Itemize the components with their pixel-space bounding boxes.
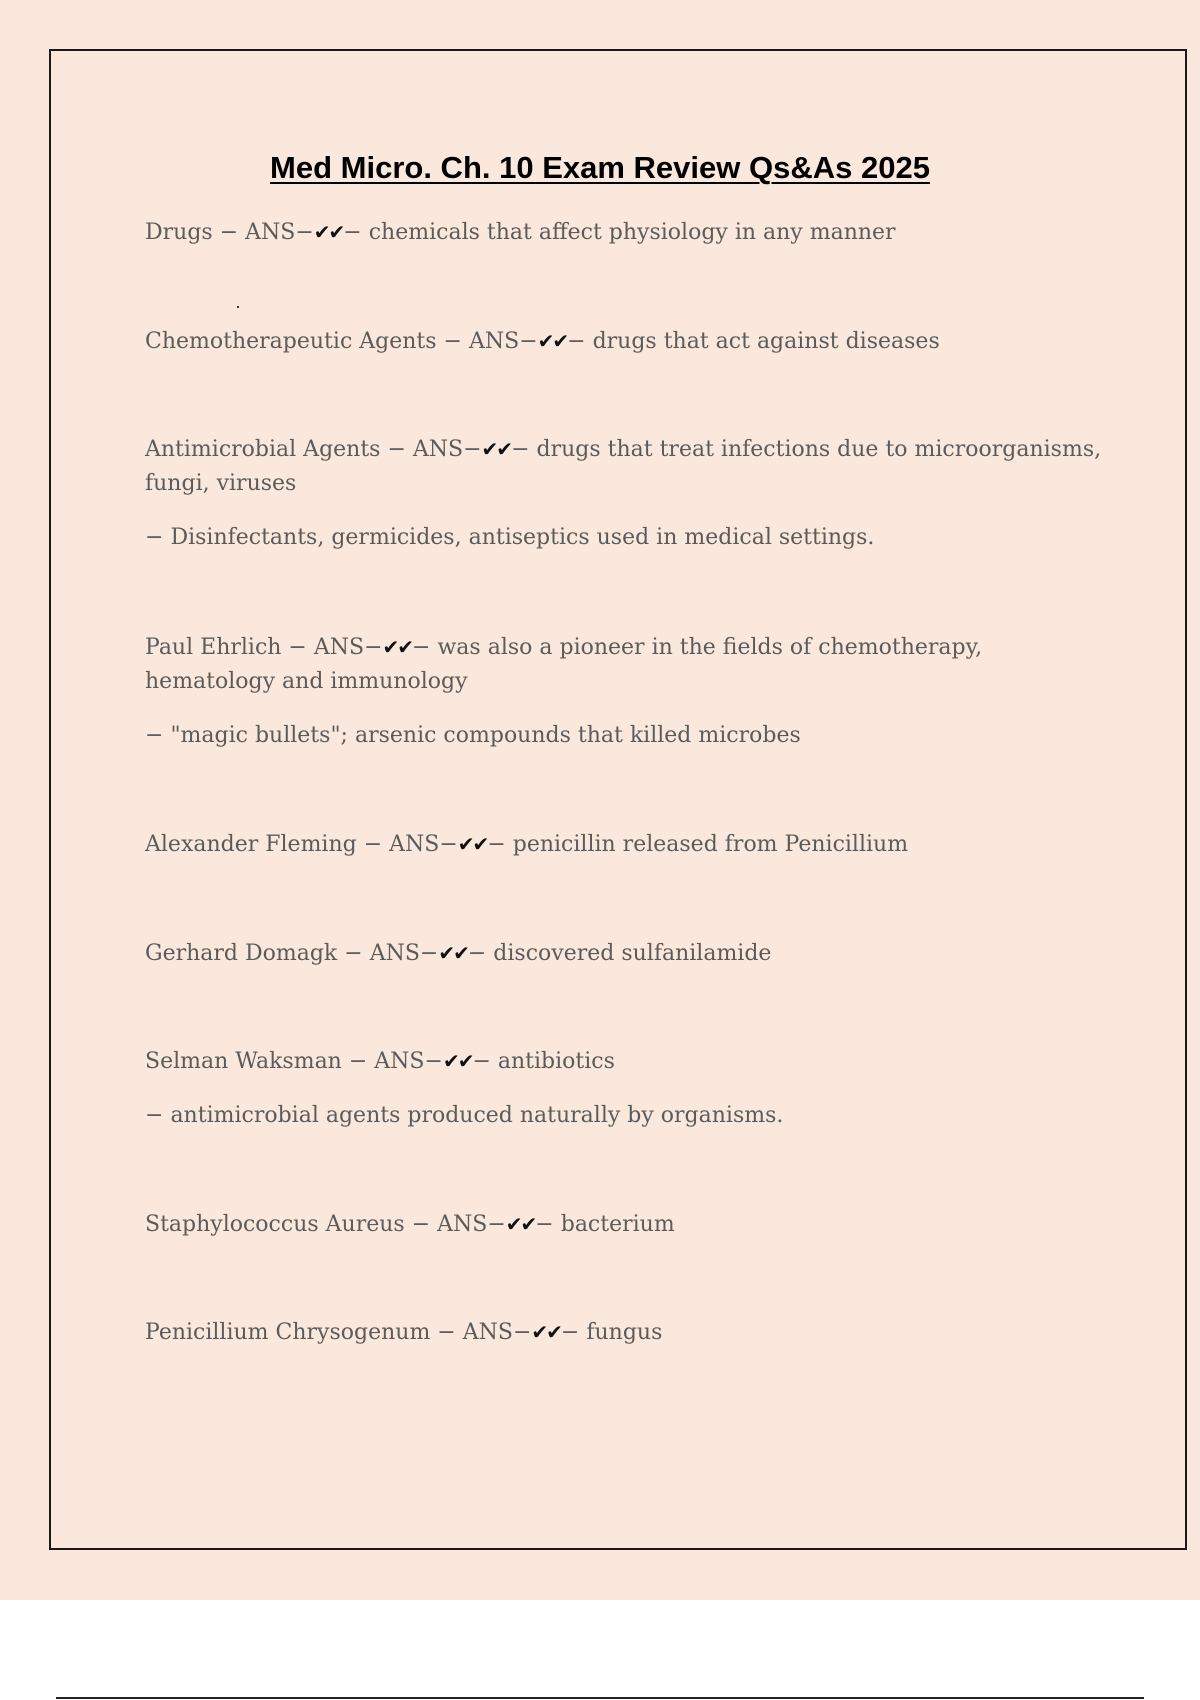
answer-prefix: ANS bbox=[412, 437, 464, 462]
entry-answer: was also a pioneer in the fields of chemotherapy, bbox=[437, 635, 983, 660]
entry-answer: antibiotics bbox=[497, 1049, 615, 1074]
qa-entry-gerhard-domagk: Gerhard Domagk − ANS−✔✔− discovered sulfanilamide bbox=[145, 941, 772, 966]
entry-note: antimicrobial agents produced naturally by organisms. bbox=[170, 1103, 784, 1128]
entry-answer: chemicals that affect physiology in any manner bbox=[368, 220, 896, 245]
checkmark-icon: ✔✔ bbox=[537, 329, 568, 353]
entry-answer: fungus bbox=[586, 1320, 663, 1345]
checkmark-icon: ✔✔ bbox=[505, 1212, 536, 1236]
entry-note: Disinfectants, germicides, antiseptics used in medical settings. bbox=[170, 525, 875, 550]
entry-answer-continued: hematology and immunology bbox=[145, 669, 468, 694]
answer-prefix: ANS bbox=[313, 635, 365, 660]
entry-term: Alexander Fleming bbox=[145, 832, 357, 857]
entry-answer: discovered sulfanilamide bbox=[493, 941, 772, 966]
entry-term: Selman Waksman bbox=[145, 1049, 342, 1074]
qa-entry-selman-waksman-note: − antimicrobial agents produced naturally by organisms. bbox=[145, 1103, 784, 1128]
qa-entry-alexander-fleming: Alexander Fleming − ANS−✔✔− penicillin released from Penicillium bbox=[145, 832, 909, 857]
entry-term: Gerhard Domagk bbox=[145, 941, 338, 966]
qa-entry-selman-waksman: Selman Waksman − ANS−✔✔− antibiotics bbox=[145, 1049, 615, 1074]
answer-prefix: ANS bbox=[369, 941, 420, 966]
answer-prefix: ANS bbox=[389, 832, 440, 857]
answer-prefix: ANS bbox=[374, 1049, 425, 1074]
checkmark-icon: ✔✔ bbox=[481, 437, 512, 461]
entry-answer: penicillin released from Penicillium bbox=[512, 832, 909, 857]
checkmark-icon: ✔✔ bbox=[442, 1049, 473, 1073]
qa-entry-paul-ehrlich-cont bbox=[145, 665, 1105, 699]
checkmark-icon: ✔✔ bbox=[382, 635, 413, 659]
qa-entry-penicillium-chrysogenum: Penicillium Chrysogenum − ANS−✔✔− fungus bbox=[145, 1320, 663, 1345]
answer-prefix: ANS bbox=[437, 1212, 488, 1237]
answer-prefix: ANS bbox=[462, 1320, 513, 1345]
document-title: Med Micro. Ch. 10 Exam Review Qs&As 2025 bbox=[270, 150, 930, 185]
entry-answer: drugs that treat infections due to microorganisms, bbox=[536, 437, 1102, 462]
entry-term: Chemotherapeutic Agents bbox=[145, 329, 437, 354]
checkmark-icon: ✔✔ bbox=[457, 832, 488, 856]
checkmark-icon: ✔✔ bbox=[531, 1320, 561, 1344]
qa-entry-chemotherapeutic-agents: Chemotherapeutic Agents − ANS−✔✔− drugs that act against diseases bbox=[145, 329, 940, 354]
qa-entry-staphylococcus-aureus: Staphylococcus Aureus − ANS−✔✔− bacterium bbox=[145, 1212, 675, 1237]
checkmark-icon: ✔✔ bbox=[438, 941, 468, 965]
entry-answer-continued: fungi, viruses bbox=[145, 471, 297, 496]
entry-answer: bacterium bbox=[560, 1212, 675, 1237]
qa-entry-antimicrobial-agents: Antimicrobial Agents − ANS−✔✔− drugs that treat infections due to microorganisms, bbox=[145, 437, 1102, 462]
stray-dot bbox=[237, 306, 239, 308]
qa-entry-antimicrobial-agents-cont bbox=[145, 467, 1105, 501]
entry-term: Antimicrobial Agents bbox=[145, 437, 381, 462]
qa-entry-paul-ehrlich: Paul Ehrlich − ANS−✔✔− was also a pioneer in the fields of chemotherapy, bbox=[145, 635, 983, 660]
checkmark-icon: ✔✔ bbox=[313, 220, 344, 244]
entry-note: "magic bullets"; arsenic compounds that killed microbes bbox=[170, 723, 801, 748]
qa-entry-paul-ehrlich-note: − "magic bullets"; arsenic compounds that killed microbes bbox=[145, 723, 801, 748]
qa-entry-drugs: Drugs − ANS−✔✔− chemicals that affect physiology in any manner bbox=[145, 220, 896, 245]
entry-term: Paul Ehrlich bbox=[145, 635, 282, 660]
answer-prefix: ANS bbox=[468, 329, 520, 354]
qa-entry-antimicrobial-agents-note: − Disinfectants, germicides, antiseptics used in medical settings. bbox=[145, 525, 875, 550]
entry-term: Staphylococcus Aureus bbox=[145, 1212, 405, 1237]
entry-term: Penicillium Chrysogenum bbox=[145, 1320, 431, 1345]
entry-answer: drugs that act against diseases bbox=[592, 329, 940, 354]
entry-term: Drugs bbox=[145, 220, 213, 245]
answer-prefix: ANS bbox=[245, 220, 296, 245]
footer-divider bbox=[56, 1697, 1144, 1699]
